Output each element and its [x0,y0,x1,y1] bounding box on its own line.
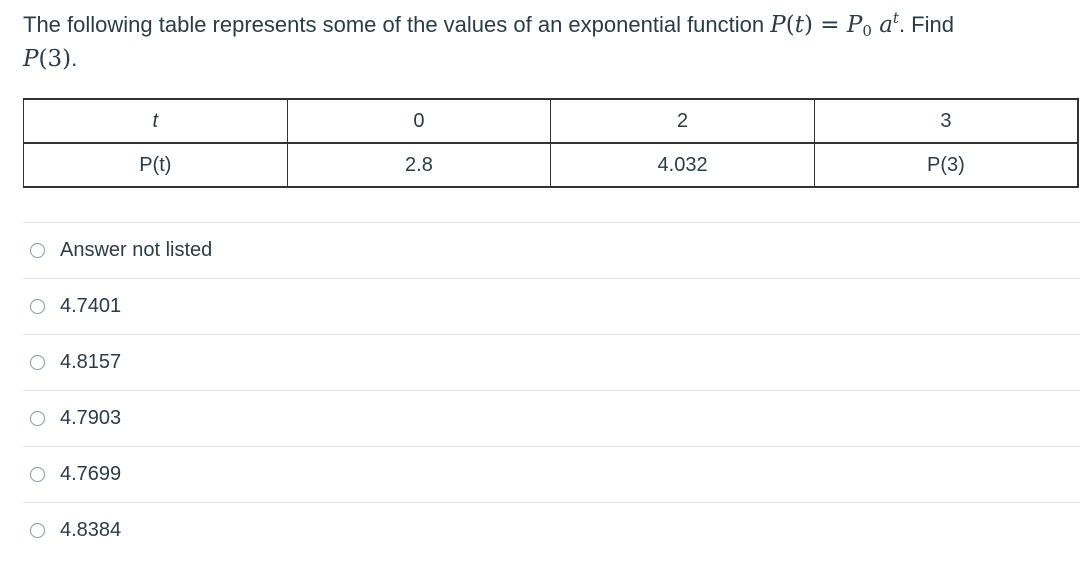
answer-option[interactable] [23,222,1079,278]
table-row [24,99,1079,143]
answer-label: 4.7699 [60,463,122,485]
table-cell: 2 [551,99,815,143]
answer-label: 4.7903 [60,407,122,429]
answer-label: 4.8157 [60,351,122,373]
table-cell: 3 [814,99,1078,143]
question-find: . Find [898,12,954,37]
table-cell: P(3) [814,143,1078,187]
question-text: The following table represents some of the values of an exponential function $P(t) = P_0$ $a^t$. Find P(3). [23,9,954,72]
answer-option[interactable] [23,502,1079,558]
answer-option[interactable] [23,334,1079,390]
target-expression: P(3) [23,46,72,72]
radio-button[interactable] [30,467,45,482]
radio-button[interactable] [30,523,45,538]
answer-label: 4.7401 [60,295,122,317]
table-cell: 2.8 [287,143,551,187]
table-cell: P(t) [24,143,288,187]
answer-option[interactable] [23,278,1079,334]
answer-list [23,222,1079,558]
answer-option[interactable] [23,390,1079,446]
radio-button[interactable] [30,299,45,314]
radio-button[interactable] [30,243,45,258]
table-cell: 0 [287,99,551,143]
table-cell: t [24,99,288,143]
question-intro: The following table represents some of the values of an exponential function [23,12,765,37]
values-table [23,98,1079,188]
answer-option[interactable] [23,446,1079,502]
function-formula: $P(t) = P_0$ $a^t$ [770,9,899,40]
table-cell: 4.032 [551,143,815,187]
radio-button[interactable] [30,411,45,426]
table-row [24,143,1079,187]
answer-label: Answer not listed [60,239,213,261]
radio-button[interactable] [30,355,45,370]
answer-label: 4.8384 [60,519,122,541]
